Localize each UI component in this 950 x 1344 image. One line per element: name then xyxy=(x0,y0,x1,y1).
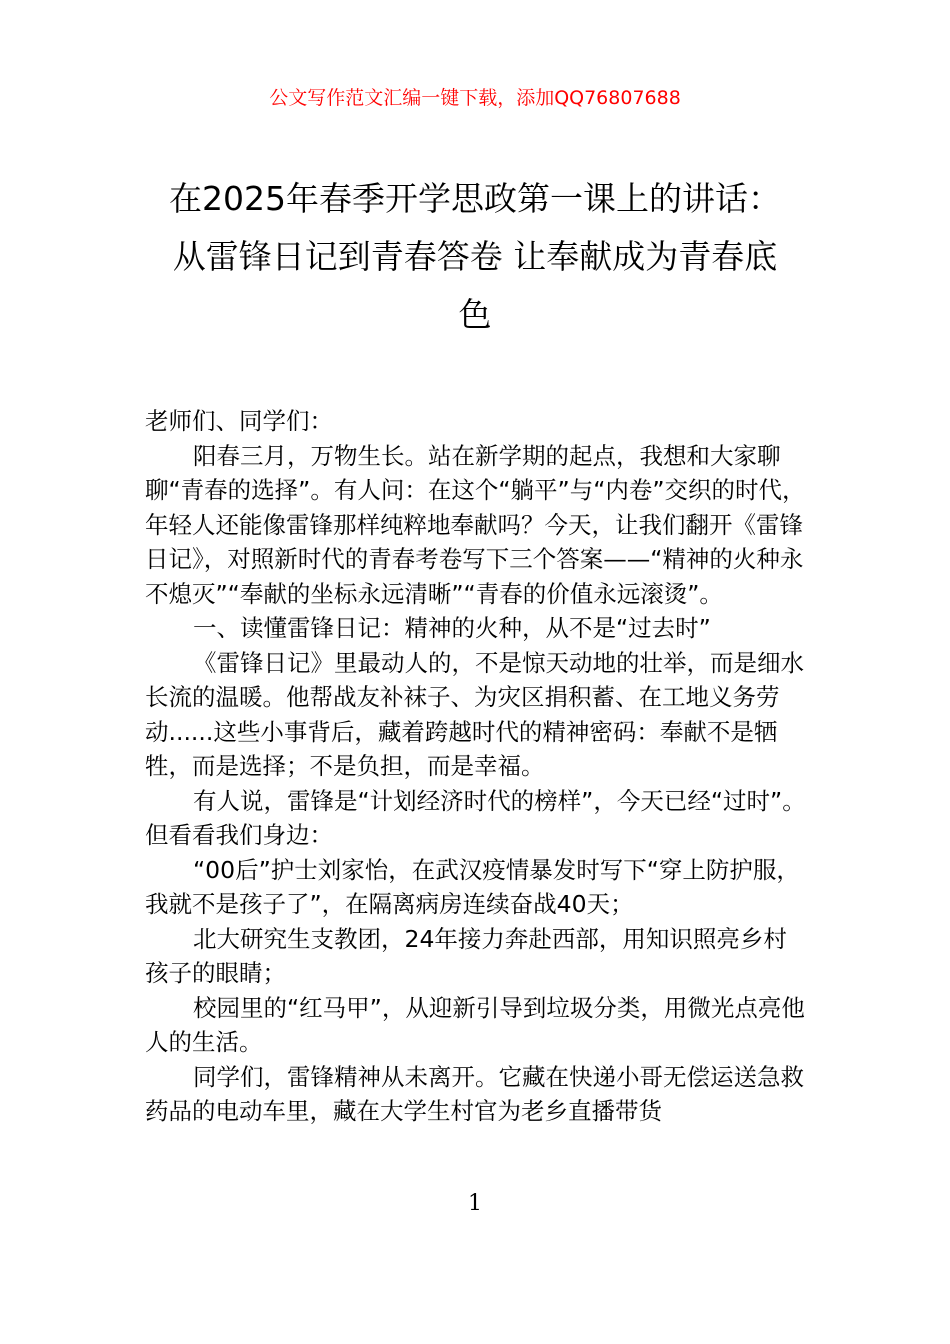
document-title xyxy=(130,170,820,344)
paragraph: 北大研究生支教团，24年接力奔赴西部，用知识照亮乡村孩子的眼睛； xyxy=(145,924,787,987)
paragraph: 校园里的“红马甲”，从迎新引导到垃圾分类，用微光点亮他人的生活。 xyxy=(145,993,805,1056)
title-line-1: 在2025年春季开学思政第一课上的讲话： xyxy=(169,179,781,218)
title-line-2: 从雷锋日记到青春答卷 让奉献成为青春底 xyxy=(172,237,778,276)
header-download-link[interactable]: 公文写作范文汇编一键下载，添加QQ76807688 xyxy=(269,87,681,109)
paragraph: 有人说，雷锋是“计划经济时代的榜样”，今天已经“过时”。但看看我们身边： xyxy=(145,786,806,849)
document-body xyxy=(145,404,810,1129)
paragraph: 同学们，雷锋精神从未离开。它藏在快递小哥无偿运送急救药品的电动车里，藏在大学生村官为老乡直播带货 xyxy=(145,1062,804,1125)
section-heading: 一、读懂雷锋日记：精神的火种，从不是“过去时” xyxy=(193,614,711,642)
salutation: 老师们、同学们： xyxy=(145,407,333,435)
paragraph: 《雷锋日记》里最动人的，不是惊天动地的壮举，而是细水长流的温暖。他帮战友补袜子、为灾区捐积蓄、在工地义务劳动......这些小事背后，藏着跨越时代的精神密码：奉献不是牺牲，而是选择；不是负担，而是幸福。 xyxy=(145,648,804,780)
paragraph: 阳春三月，万物生长。站在新学期的起点，我想和大家聊聊“青春的选择”。有人问：在这个“躺平”与“内卷”交织的时代，年轻人还能像雷锋那样纯粹地奉献吗？今天，让我们翻开《雷锋日记》，对照新时代的青春考卷写下三个答案——“精神的火种永不熄灭”“奉献的坐标永远清晰”“青春的价值永远滚烫”。 xyxy=(145,441,806,608)
paragraph: “00后”护士刘家怡，在武汉疫情暴发时写下“穿上防护服，我就不是孩子了”，在隔离病房连续奋战40天； xyxy=(145,855,800,918)
title-line-3: 色 xyxy=(458,295,492,334)
page-number: 1 xyxy=(468,1191,482,1216)
